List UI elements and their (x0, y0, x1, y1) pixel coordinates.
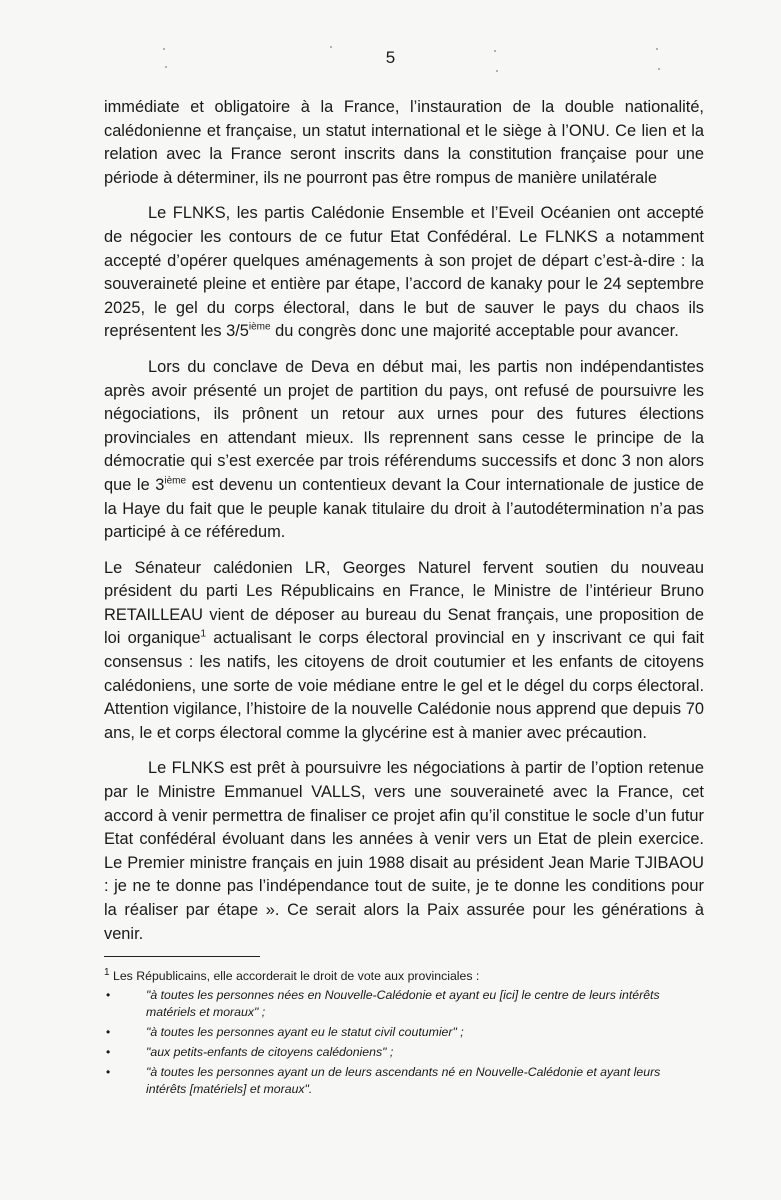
paragraph-5: Le FLNKS est prêt à poursuivre les négociations à partir de l’option retenue par le Ministre Emmanuel VALLS, vers une souveraineté avec la France, cet accord à venir permettra de finaliser ce projet afin qu’il constitue le socle d’un futur Etat confédéral évoluant dans les années à venir vers un Etat de plein exercice. Le Premier ministre français en juin 1988 disait au président Jean Marie TJIBAOU : je ne te donne pas l’indépendance tout de suite, je te donne les conditions pour la réaliser par étape ». Ce serait alors la Paix assurée pour les générations à venir. (104, 759, 704, 943)
paragraph-2: Le FLNKS, les partis Calédonie Ensemble et l’Eveil Océanien ont accepté de négocier les contours de ce futur Etat Confédéral. Le FLNKS a notamment accepté d’opérer quelques aménagements à son projet de départ c’est-à-dire : la souveraineté pleine et entière par étape, l’accord de kanaky pour le 24 septembre 2025, le gel du corps électoral, dans le but de sauver le pays du chaos ils représentent les 3/5ième du congrès donc une majorité acceptable pour avancer. (104, 204, 704, 341)
scan-speck (658, 68, 660, 70)
scan-speck (496, 70, 498, 72)
footnote-list (104, 987, 704, 1098)
footnote-intro: $^1$ Les Républicains, elle accorderait le droit de vote aux provinciales : (104, 966, 480, 983)
scan-speck (163, 48, 165, 50)
bullet-icon: • (106, 1025, 111, 1039)
list-item: • "à toutes les personnes ayant eu le statut civil coutumier" ; (106, 1025, 464, 1039)
list-item: • "aux petits-enfants de citoyens calédoniens" ; (106, 1045, 394, 1059)
superscript-ieme: ième (248, 321, 271, 333)
body-text (104, 96, 704, 958)
scan-speck (330, 46, 332, 48)
scan-speck (656, 48, 658, 50)
paragraph-4: Le Sénateur calédonien LR, Georges Naturel fervent soutien du nouveau président du parti Les Républicains en France, le Ministre de l’intérieur Bruno RETAILLEAU vient de déposer au bureau du Senat français, une proposition de loi organique$^1$ actualisant le corps électoral provincial en y inscrivant ce qui fait consensus : les natifs, les citoyens de droit coutumier et les enfants de citoyens calédoniens, une sorte de voie médiane entre le gel et le dégel du corps électoral. Attention vigilance, l’histoire de la nouvelle Calédonie nous apprend que depuis 70 ans, le et corps électoral comme la glycérine est à manier avec précaution. (104, 558, 704, 742)
paragraph-1: immédiate et obligatoire à la France, l’instauration de la double nationalité, calédonienne et française, un statut international et le siège à l’ONU. Ce lien et la relation avec la France seront inscrits dans la constitution française pour une période à déterminer, ils ne pourront pas être rompus de manière unilatérale (104, 98, 704, 187)
footnote-reference: 1 (200, 629, 207, 640)
footnote-marker: 1 (104, 966, 110, 978)
bullet-icon: • (106, 988, 111, 1002)
paragraph-3: Lors du conclave de Deva en début mai, les partis non indépendantistes après avoir présenté un projet de partition du pays, ont refusé de poursuivre les négociations, ils prônent un retour aux urnes pour des futures élections provinciales en attendant mieux. Ils reprennent sans cesse le principe de la démocratie qui s’est exercée par trois référendums successifs et donc 3 non alors que le 3ième est devenu un contentieux devant la Cour internationale de justice de la Haye du fait que le peuple kanak titulaire du droit à l’autodétermination n’a pas participé à ce référedum. (104, 357, 704, 542)
footnote-divider (104, 956, 260, 957)
scan-speck (165, 66, 167, 68)
list-item: • "à toutes les personnes nées en Nouvelle-Calédonie et ayant eu [ici] le centre de leurs intérêts matériels et moraux" ; (106, 988, 660, 1019)
bullet-icon: • (106, 1065, 111, 1079)
scan-speck (494, 50, 496, 52)
bullet-icon: • (106, 1045, 111, 1059)
superscript-ieme: ième (164, 475, 187, 487)
list-item: • "à toutes les personnes ayant un de leurs ascendants né en Nouvelle-Calédonie et ayant leurs intérêts [matériels] et moraux". (106, 1065, 661, 1096)
page-number: 5 (385, 48, 396, 67)
footnotes (104, 968, 704, 1101)
